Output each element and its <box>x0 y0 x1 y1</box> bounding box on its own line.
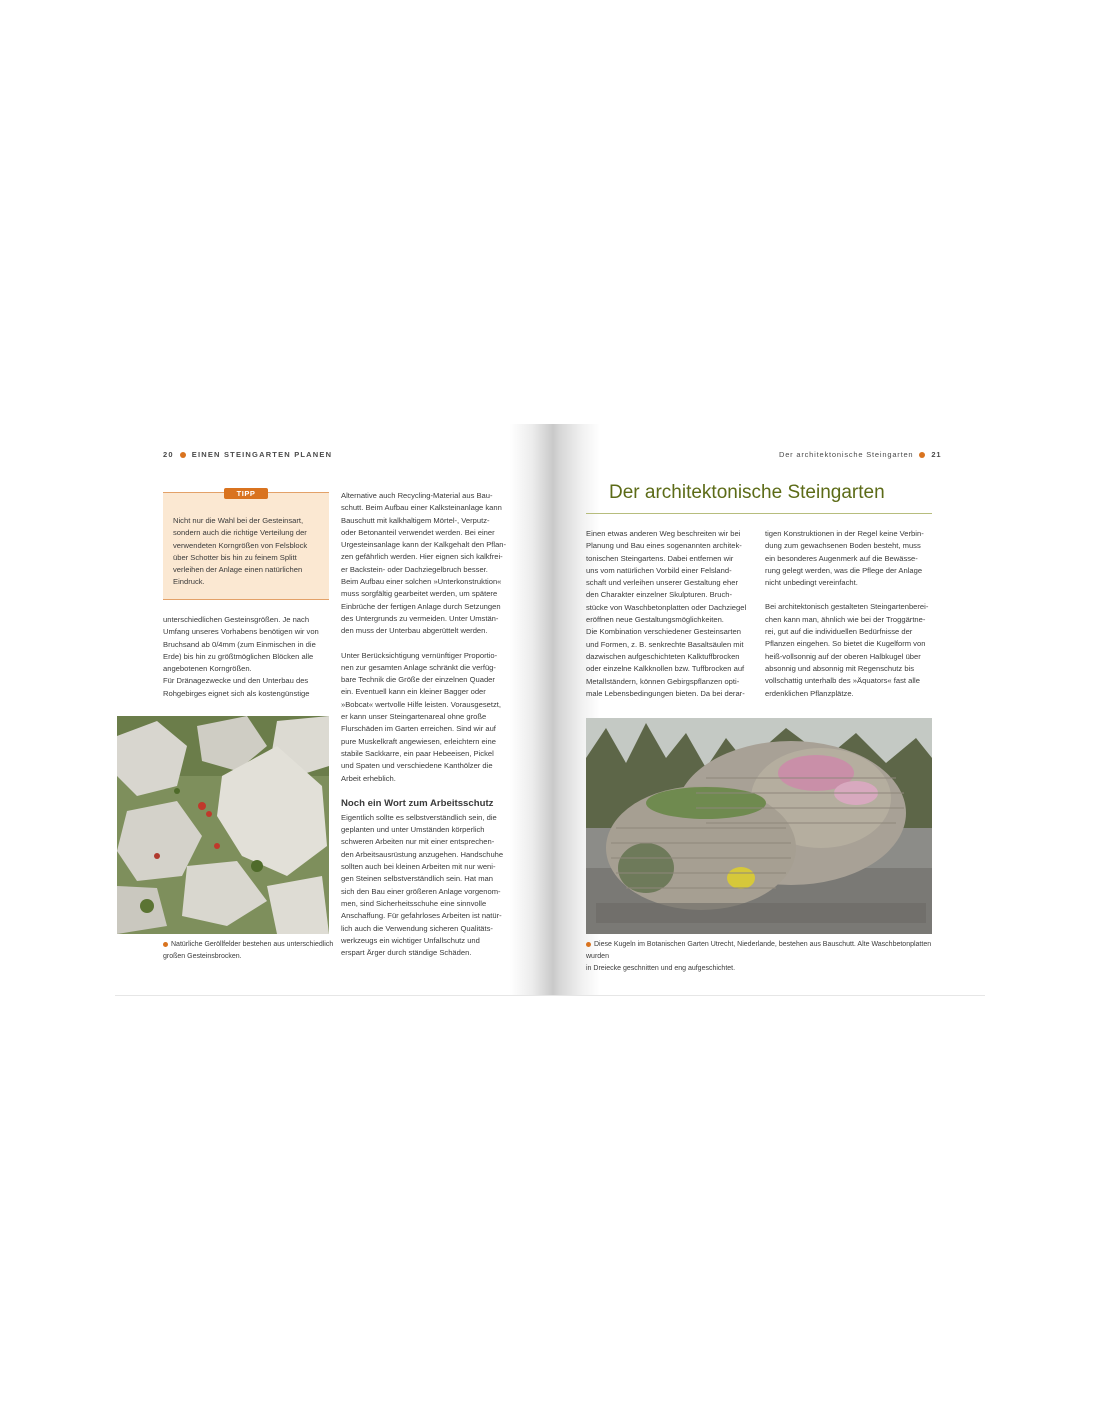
text-line: nicht unbedingt vereinfacht. <box>765 578 858 588</box>
caption-text: Natürliche Geröllfelder bestehen aus unterschiedlich <box>171 941 334 948</box>
left-column-2 <box>341 490 513 959</box>
text-line: des Untergrunds zu vermeiden. Unter Umstän- <box>341 613 499 623</box>
text-line: »Bobcat« wertvolle Hilfe leisten. Vorausgesetzt, <box>341 699 501 709</box>
stone-spheres-photo-art <box>586 718 932 934</box>
text-line: er kann unser Steingartenareal ohne große <box>341 712 487 722</box>
text-line: Bei architektonisch gestalteten Steingartenberei- <box>765 602 929 612</box>
bullet-dot-icon <box>919 452 925 458</box>
text-line: Einbrüche der fertigen Anlage durch Setzungen <box>341 601 501 611</box>
book-spread <box>115 424 985 996</box>
text-line: Alternative auch Recycling-Material aus Bau- <box>341 491 493 500</box>
text-line: oder einzelne Kalkknollen bzw. Tuffbrocken auf <box>586 664 745 674</box>
caption-line: in Dreiecke geschnitten und eng aufgeschichtet. <box>586 965 736 972</box>
text-line: erdenklichen Pflanzplätze. <box>765 688 854 698</box>
text-line: Eigentlich sollte es selbstverständlich sein, die <box>341 812 497 822</box>
caption-line <box>586 939 946 963</box>
bullet-dot-icon <box>163 942 168 947</box>
text-line: dung zum gewachsenen Boden besteht, muss <box>765 541 921 551</box>
text-line: pure Muskelkraft angewiesen, erleichtern eine <box>341 736 496 746</box>
text-line: schaft und verleihen unserer Gestaltung eher <box>586 578 738 588</box>
text-line: muss sorgfältig gearbeitet werden, um spätere <box>341 589 498 599</box>
stone-spheres-photo <box>586 718 932 934</box>
title-rule <box>586 513 932 514</box>
caption-line: großen Gesteinsbrocken. <box>163 953 242 960</box>
text-line: stücke von Waschbetonplatten oder Dachziegel <box>586 602 747 612</box>
text-line: angebotenen Korngrößen. <box>163 664 252 674</box>
caption-line <box>163 939 363 951</box>
text-line: rei, gut auf die individuellen Bedürfnisse der <box>765 627 913 637</box>
text-line: tigen Konstruktionen in der Regel keine Verbin- <box>765 529 924 538</box>
left-column-1 <box>163 614 333 700</box>
text-line: men, sind Sicherheitsschuhe eine sinnvolle <box>341 898 487 908</box>
caption-text: Diese Kugeln im Botanischen Garten Utrecht, Niederlande, bestehen aus Bauschutt. Alte Waschbetonplatten wurden <box>586 941 932 960</box>
text-line: den muss der Unterbau abgerüttelt werden. <box>341 626 488 636</box>
right-photo-caption <box>586 939 946 975</box>
text-line: erspart Ärger durch ständige Schäden. <box>341 948 472 958</box>
chapter-title: EINEN STEINGARTEN PLANEN <box>191 450 333 459</box>
text-line: den Arbeitsausrüstung anzugehen. Handschuhe <box>341 849 504 859</box>
text-line: unterschiedlichen Gesteinsgrößen. Je nach <box>163 615 310 624</box>
right-column-2 <box>765 528 937 712</box>
left-page-number: 20 <box>163 450 174 459</box>
text-line: er Backstein- oder Dachziegelbruch besser. <box>341 564 488 574</box>
page-bottom-edge <box>115 995 985 996</box>
text-line: werkzeugs ein wichtiger Unfallschutz und <box>341 935 480 945</box>
text-line: absonnig und absonnig mit Regenschutz bis <box>765 663 915 673</box>
text-line: Rohgebirges eignet sich als kostengünstige <box>163 688 310 698</box>
text-line: male Lebensbedingungen bieten. Da bei derar- <box>586 688 745 698</box>
text-line: geplanten und unter Umständen körperlich <box>341 825 485 835</box>
text-line: den Charakter einzelner Skulpturen. Bruch- <box>586 590 733 600</box>
tip-label: TIPP <box>224 488 268 499</box>
text-line: heiß-vollsonnig auf der oberen Halbkugel über <box>765 651 921 661</box>
text-line: ein. Eventuell kann ein kleiner Bagger oder <box>341 687 486 697</box>
text-line: Die Kombination verschiedener Gesteinsarten <box>586 627 741 637</box>
scree-field-photo <box>117 716 329 934</box>
text-line: schweren Arbeiten nur mit einer entsprechen- <box>341 837 495 847</box>
left-running-head <box>163 450 332 459</box>
text-line: Metallständern, können Gebirgspflanzen opti- <box>586 676 740 686</box>
bullet-dot-icon <box>180 452 186 458</box>
text-line: sollten auch bei kleinen Arbeiten mit nur weni- <box>341 862 496 872</box>
text-line: Bauschutt mit kalkhaltigem Mörtel-, Verputz- <box>341 515 490 525</box>
tip-line: verwendeten Korngrößen von Felsblock <box>173 540 308 550</box>
right-page-number: 21 <box>931 450 942 459</box>
text-line: rung gelegt werden, was die Pflege der Anlage <box>765 565 923 575</box>
right-running-head <box>779 450 941 459</box>
text-line: tonischen Steingartens. Dabei entfernen wir <box>586 553 734 563</box>
text-line: Für Dränagezwecke und den Unterbau des <box>163 676 309 686</box>
text-line: sich den Bau einer größeren Anlage vorgenom- <box>341 886 501 896</box>
tip-box <box>163 489 329 600</box>
text-line: schutt. Beim Aufbau einer Kalksteinanlage kann <box>341 503 502 513</box>
tip-text <box>173 515 323 589</box>
text-line: Bruchsand ab 0/4mm (zum Einmischen in die <box>163 639 316 649</box>
tip-line: Nicht nur die Wahl bei der Gesteinsart, <box>173 516 304 525</box>
text-line: Anschaffung. Für gefahrloses Arbeiten ist natür- <box>341 911 502 921</box>
right-column-1 <box>586 528 758 700</box>
text-line: zen gefährlich werden. Hier eignen sich kalkfrei- <box>341 552 503 562</box>
tip-line: sondern auch die richtige Verteilung der <box>173 528 307 538</box>
text-line: Pflanzen eingehen. So bietet die Kugelform von <box>765 639 926 649</box>
text-line: Erde) bis hin zu größtmöglichen Blöcken alle <box>163 651 314 661</box>
tip-line: Eindruck. <box>173 577 205 587</box>
tip-line: über Schotter bis hin zu feinem Splitt <box>173 552 297 562</box>
text-line: Flurschäden im Garten erreichen. Sind wir auf <box>341 724 496 734</box>
text-line: nen zur gesamten Anlage schränkt die verfüg- <box>341 662 496 672</box>
left-photo-caption <box>163 939 363 963</box>
text-line: und Formen, z. B. senkrechte Basaltsäulen mit <box>586 639 744 649</box>
text-line: Arbeit erheblich. <box>341 773 396 783</box>
text-line: oder Betonanteil verwendet werden. Bei einer <box>341 527 495 537</box>
text-line: lich auch die Verwendung sicheren Qualitäts- <box>341 923 493 933</box>
text-line: ein besonderes Augenmerk auf die Bewässe- <box>765 553 918 563</box>
text-line: Umfang unseres Vorhabens benötigen wir von <box>163 627 319 637</box>
bullet-dot-icon <box>586 942 591 947</box>
text-line: und Spaten und verschiedene Kanthölzer die <box>341 761 493 771</box>
text-line: bare Technik die Größe der einzelnen Quader <box>341 675 495 685</box>
page-title: Der architektonische Steingarten <box>609 482 885 503</box>
running-title: Der architektonische Steingarten <box>779 450 914 459</box>
text-line: Einen etwas anderen Weg beschreiten wir bei <box>586 529 741 538</box>
tip-line: verleihen der Anlage einen natürlichen <box>173 565 303 575</box>
section-subheading: Noch ein Wort zum Arbeitsschutz <box>341 797 494 809</box>
text-line: dazwischen aufgeschichteten Kalktuffbrocken <box>586 651 740 661</box>
text-line: uns vom natürlichen Vorbild einer Felsland- <box>586 565 732 575</box>
text-line: Urgesteinsanlage kann der Kalkgehalt den Pflan- <box>341 540 507 550</box>
text-line: stabile Sackkarre, ein paar Hebeeisen, Pickel <box>341 748 494 758</box>
scree-photo-art <box>117 716 329 934</box>
text-line: Unter Berücksichtigung vernünftiger Proportio- <box>341 650 498 660</box>
text-line: Beim Aufbau einer solchen »Unterkonstruktion« <box>341 577 502 587</box>
text-line: vollschattig unterhalb des »Äquators« fast alle <box>765 676 920 686</box>
text-line: Planung und Bau eines sogenannten architek- <box>586 541 742 551</box>
text-line: chen kann man, ähnlich wie bei der Troggärtne- <box>765 614 926 624</box>
text-line: gen Steinen selbstverständlich sein. Hat man <box>341 874 493 884</box>
text-line: eröffnen neue Gestaltungsmöglichkeiten. <box>586 615 724 625</box>
